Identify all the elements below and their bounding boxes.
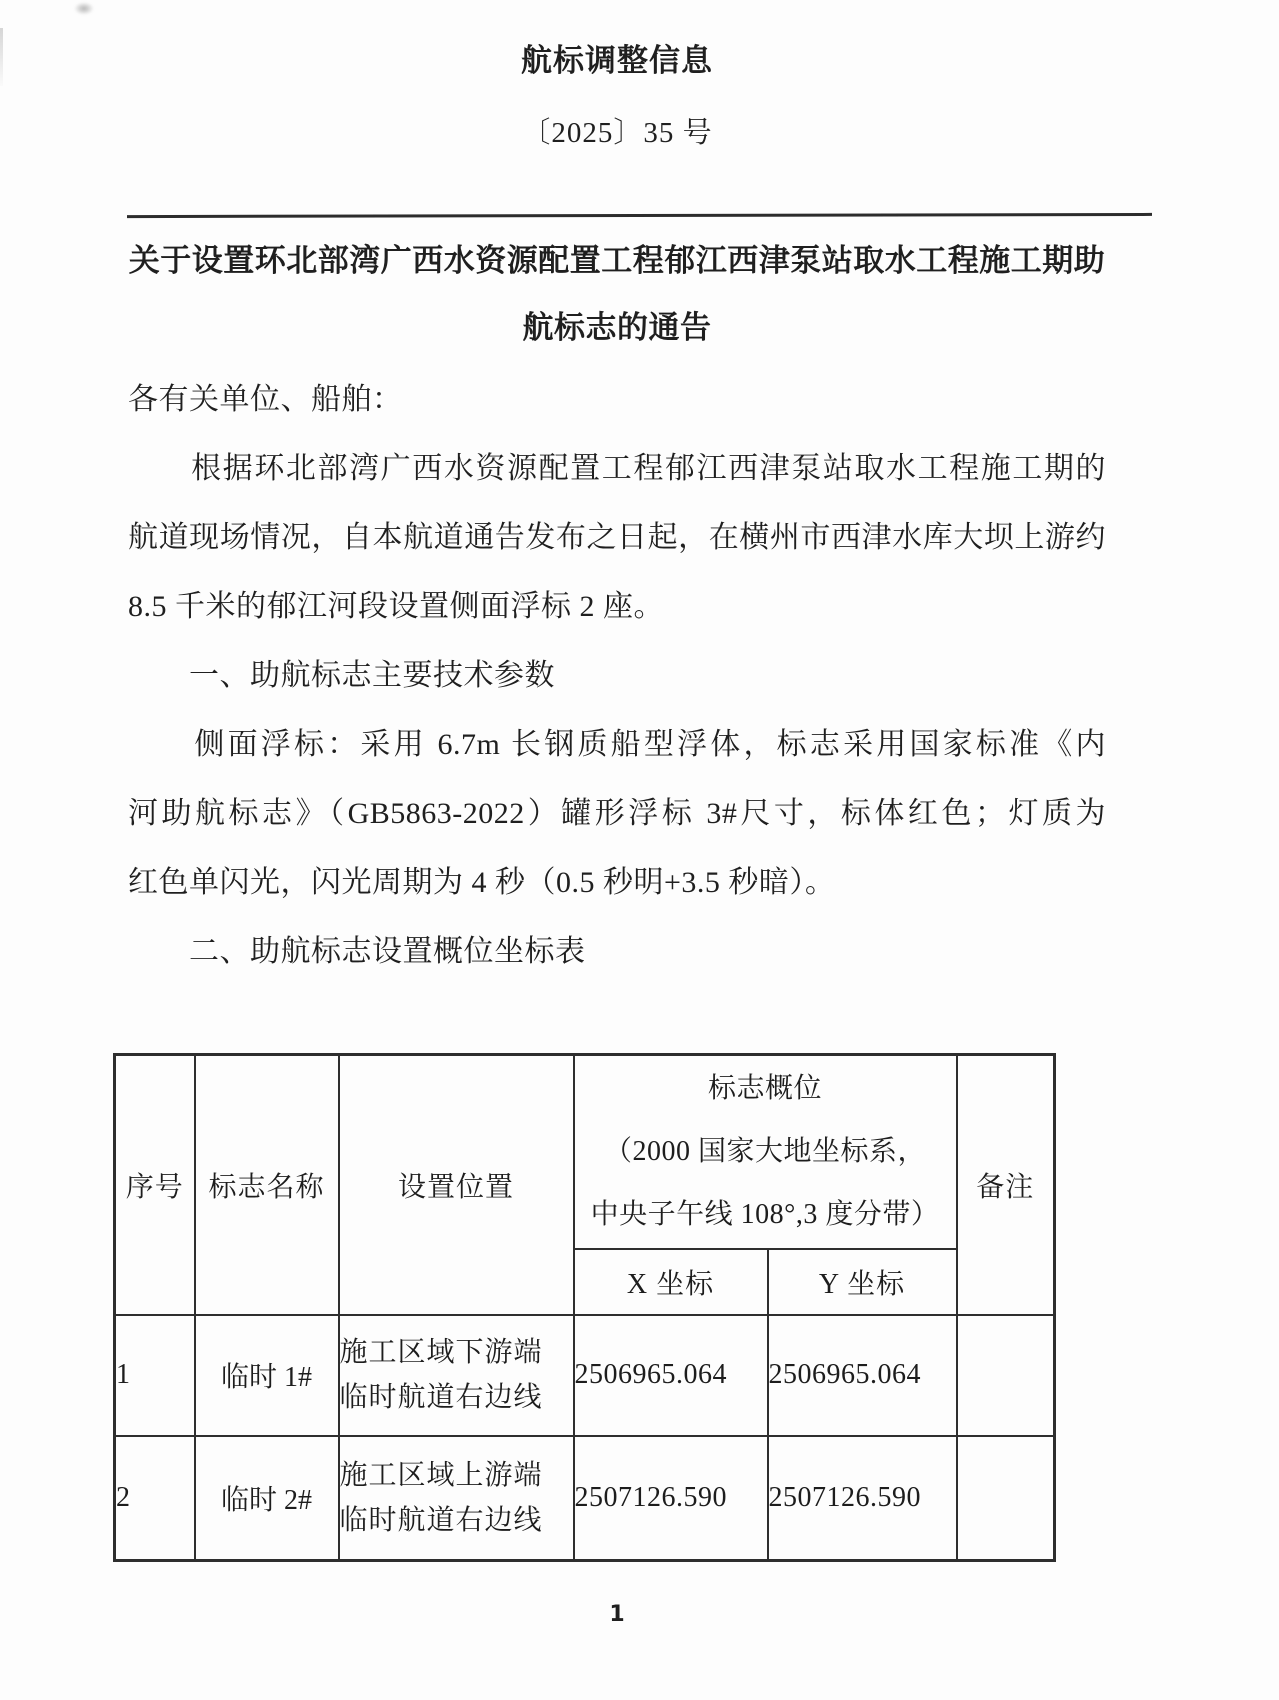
- remark-cell: [957, 1436, 1055, 1561]
- notice-heading-line-2: 航标志的通告: [522, 310, 712, 345]
- body-line: 根据环北部湾广西水资源配置工程郁江西津泵站取水工程施工期的: [128, 452, 1106, 485]
- notice-heading: [128, 227, 1106, 361]
- body-line: 8.5 千米的郁江河段设置侧面浮标 2 座。: [128, 590, 664, 623]
- doc-title: 航标调整信息: [521, 43, 713, 78]
- body-line: 侧面浮标：采用 6.7m 长钢质船型浮体，标志采用国家标准《内: [128, 728, 1106, 761]
- body-line: 红色单闪光，闪光周期为 4 秒（0.5 秒明+3.5 秒暗）。: [128, 866, 836, 899]
- notice-heading-line-1: 关于设置环北部湾广西水资源配置工程郁江西津泵站取水工程施工期助: [128, 243, 1106, 278]
- scan-edge-artifact: [0, 28, 3, 86]
- seq-cell: 2: [115, 1436, 195, 1561]
- body-text: [128, 365, 1106, 986]
- coord-group-datum-note: （2000 国家大地坐标系，: [604, 1136, 927, 1168]
- section-1-heading: 一、助航标志主要技术参数: [128, 659, 555, 692]
- col-header-coord-group: [574, 1055, 957, 1249]
- table-row: [115, 1436, 1055, 1561]
- buoy-name-cell: 临时 1#: [195, 1315, 339, 1436]
- doc-number: 〔2025〕35 号: [521, 117, 713, 149]
- position-cell: [339, 1315, 574, 1436]
- body-line: 河助航标志》（GB5863-2022）罐形浮标 3#尺寸，标体红色；灯质为: [128, 797, 1106, 830]
- position-line: 临时航道右边线: [339, 1382, 543, 1413]
- buoy-name-cell: 临时 2#: [195, 1436, 339, 1561]
- col-header-x-coordinate: X 坐标: [574, 1249, 768, 1315]
- seq-cell: 1: [115, 1315, 195, 1436]
- y-coordinate-cell: 2506965.064: [768, 1315, 957, 1436]
- position-line: 施工区域上游端: [339, 1459, 543, 1491]
- scan-smudge-artifact: [74, 2, 94, 15]
- position-line: 施工区域下游端: [339, 1337, 543, 1368]
- coord-group-title: 标志概位: [708, 1073, 823, 1105]
- header-divider-line: [127, 213, 1152, 218]
- x-coordinate-cell: 2506965.064: [574, 1315, 768, 1436]
- col-header-name: 标志名称: [195, 1055, 339, 1315]
- table-header-row-main: [115, 1055, 1055, 1249]
- col-header-position: 设置位置: [339, 1055, 574, 1315]
- table-row: [115, 1315, 1055, 1436]
- section-2-heading: 二、助航标志设置概位坐标表: [128, 935, 586, 968]
- document-content: [116, 0, 1106, 1627]
- col-header-seq: 序号: [115, 1055, 195, 1315]
- body-line: 航道现场情况，自本航道通告发布之日起，在横州市西津水库大坝上游约: [128, 521, 1106, 554]
- buoy-coordinates-table: [113, 1053, 1056, 1562]
- col-header-remark: 备注: [957, 1055, 1055, 1315]
- page-number: 1: [609, 1602, 625, 1627]
- x-coordinate-cell: 2507126.590: [574, 1436, 768, 1561]
- col-header-y-coordinate: Y 坐标: [768, 1249, 957, 1315]
- remark-cell: [957, 1315, 1055, 1436]
- position-line: 临时航道右边线: [339, 1504, 543, 1536]
- salutation-line: 各有关单位、船舶：: [128, 383, 403, 416]
- position-cell: [339, 1436, 574, 1561]
- y-coordinate-cell: 2507126.590: [768, 1436, 957, 1561]
- coord-group-meridian-note: 中央子午线 108°,3 度分带）: [590, 1199, 940, 1231]
